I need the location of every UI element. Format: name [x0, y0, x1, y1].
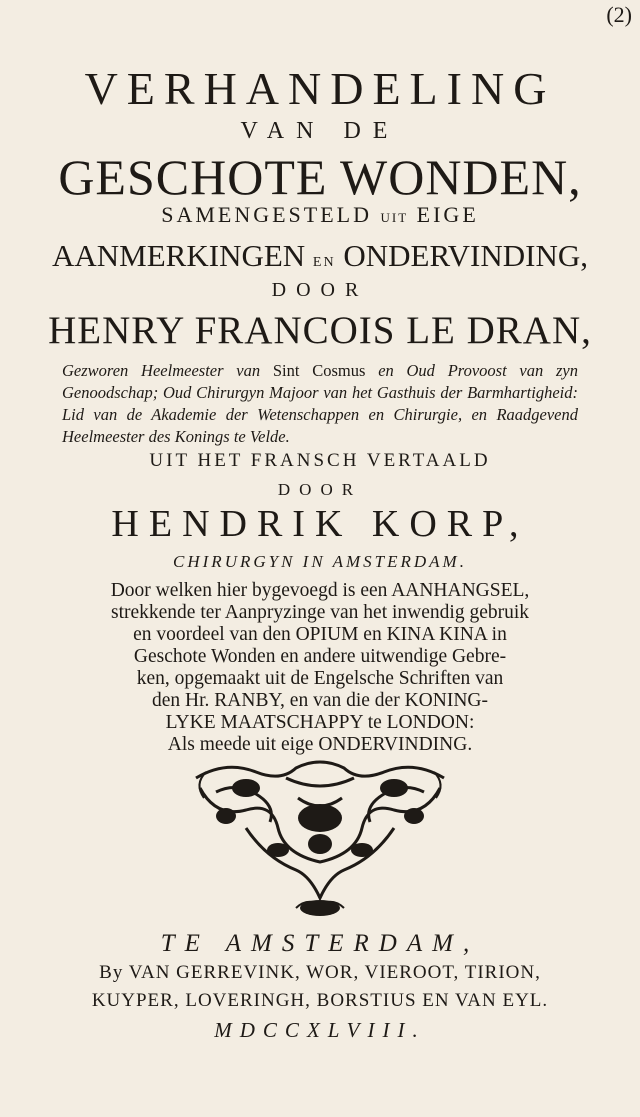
appendix-line-1: Door welken hier bygevoegd is een AANHANGSEL,	[110, 580, 530, 601]
imprint-publishers-2: KUYPER, LOVERINGH, BORSTIUS EN VAN EYL.	[91, 990, 549, 1011]
floral-vignette-icon	[186, 758, 454, 920]
by-line: DOOR	[271, 279, 369, 301]
author-name: HENRY FRANCOIS LE DRAN,	[48, 309, 592, 352]
appendix-line-4: Geschote Wonden en andere uitwendige Gebre-	[133, 646, 507, 667]
translated-line: UIT HET FRANSCH VERTAALD	[149, 450, 491, 471]
page-number: (2)	[606, 2, 632, 27]
appendix-line-7: LYKE MAATSCHAPPY te LONDON:	[165, 712, 475, 733]
appendix-line-5: ken, opgemaakt uit de Engelsche Schriften van	[136, 668, 504, 689]
title-line-5	[0, 238, 640, 274]
appendix-line-3: en voordeel van den OPIUM en KINA KINA in	[133, 624, 507, 645]
author-titles-part-1: Gezworen Heelmeester van	[62, 361, 261, 380]
imprint-city: TE AMSTERDAM,	[160, 930, 480, 957]
translated-by-line: DOOR	[277, 480, 363, 499]
title-line-3: GESCHOTE WONDEN,	[58, 149, 582, 205]
title-line-5c: ONDERVINDING,	[343, 238, 588, 273]
author-titles-part-2: Sint Cosmus	[272, 361, 366, 380]
appendix-line-8: Als meede uit eige ONDERVINDING.	[167, 734, 473, 755]
imprint-year: MDCCXLVIII.	[214, 1018, 426, 1042]
translator-role: CHIRURGYN IN AMSTERDAM.	[173, 552, 467, 571]
title-line-1: VERHANDELING	[84, 63, 556, 114]
translator-name: HENDRIK KORP,	[111, 503, 529, 545]
title-line-4b: UIT	[380, 210, 409, 225]
title-line-5a: AANMERKINGEN	[52, 238, 306, 273]
title-line-4a: SAMENGESTELD	[161, 202, 372, 227]
author-titles	[62, 360, 578, 448]
title-line-5b: EN	[312, 255, 336, 270]
appendix-line-6: den Hr. RANBY, en van die der KONING-	[152, 690, 488, 711]
title-line-4c: EIGE	[416, 202, 479, 227]
title-line-2: VAN DE	[240, 118, 400, 144]
author-titles-part-3: en Oud Provoost van zyn Genoodschap; Oud Chirurgyn Majoor van het Gasthuis der Barmhartigheid: Lid van de Akademie der Wetenschappen en Chirurgie, en Raadgevend Heelmeester des Konings te Velde.	[62, 361, 579, 446]
imprint-publishers-1: By VAN GERREVINK, WOR, VIEROOT, TIRION,	[99, 962, 541, 983]
appendix-line-2: strekkende ter Aanpryzinge van het inwendig gebruik	[110, 602, 530, 623]
title-line-4	[0, 202, 640, 228]
